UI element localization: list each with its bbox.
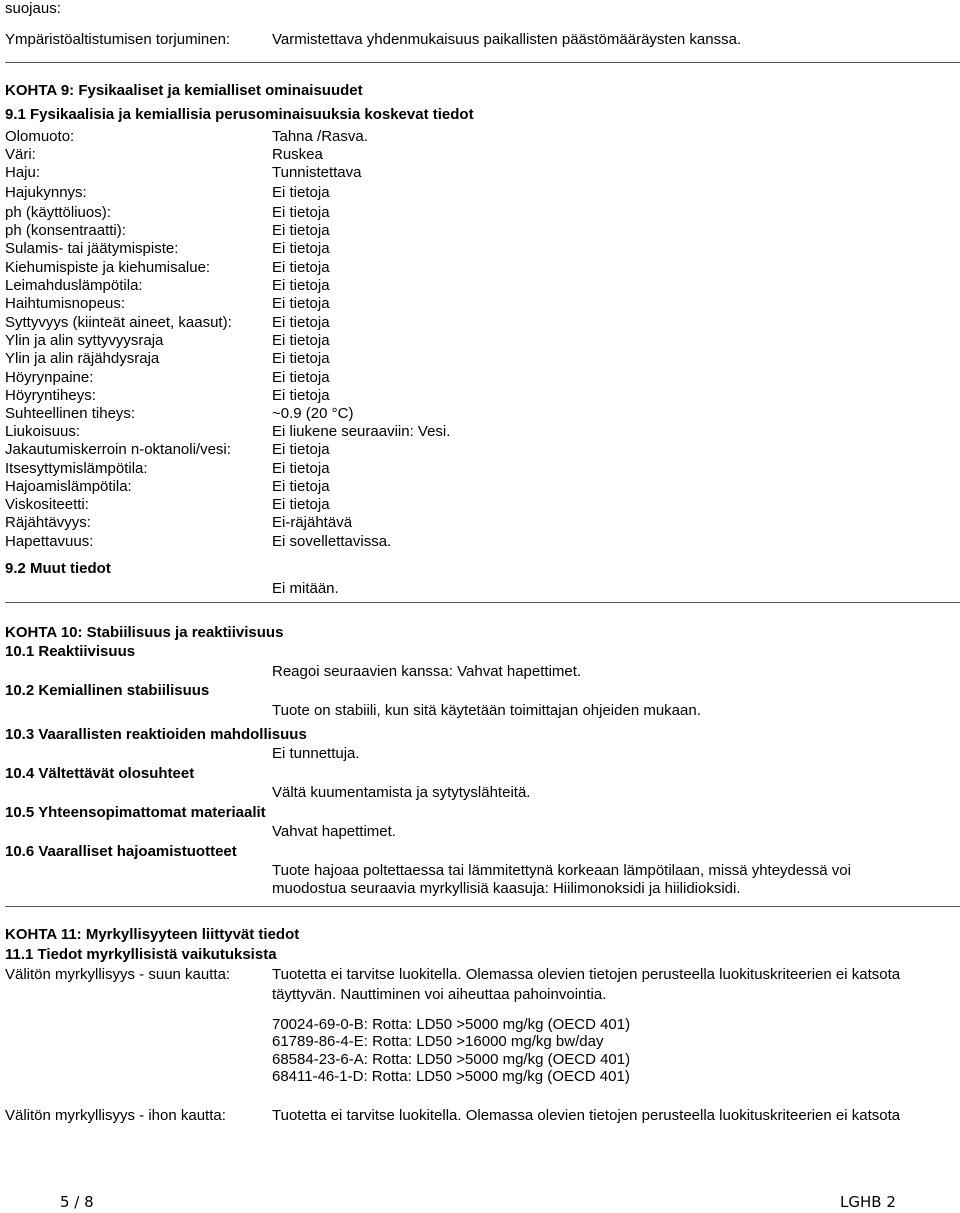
property-value: Ei tietoja bbox=[272, 295, 330, 312]
property-label: Suhteellinen tiheys: bbox=[5, 405, 136, 422]
ld50-line: 68584-23-6-A: Rotta: LD50 >5000 mg/kg (OECD 401) bbox=[272, 1051, 631, 1068]
property-label: Olomuoto: bbox=[5, 128, 75, 145]
divider bbox=[5, 906, 960, 907]
property-value: Ei tietoja bbox=[272, 387, 330, 404]
section-10-1-title: 10.1 Reaktiivisuus bbox=[5, 643, 136, 660]
property-value: ~0.9 (20 °C) bbox=[272, 405, 354, 422]
property-label: ph (käyttöliuos): bbox=[5, 204, 111, 221]
section-10-5-title: 10.5 Yhteensopimattomat materiaalit bbox=[5, 804, 266, 821]
property-label: Hapettavuus: bbox=[5, 533, 94, 550]
property-value: Ei tietoja bbox=[272, 240, 330, 257]
section-9-title: KOHTA 9: Fysikaaliset ja kemialliset ominaisuudet bbox=[5, 82, 363, 99]
property-label: Räjähtävyys: bbox=[5, 514, 91, 531]
property-label: Sulamis- tai jäätymispiste: bbox=[5, 240, 179, 257]
property-value: Ei tietoja bbox=[272, 332, 330, 349]
dermal-toxicity-value-line1: Tuotetta ei tarvitse luokitella. Olemassa olevien tietojen perusteella luokituskriteerien ei katsota bbox=[272, 1107, 901, 1124]
dermal-toxicity-label: Välitön myrkyllisyys - ihon kautta: bbox=[5, 1107, 226, 1124]
property-label: Ylin ja alin räjähdysraja bbox=[5, 350, 160, 367]
property-value: Ei tietoja bbox=[272, 259, 330, 276]
property-value: Ei tietoja bbox=[272, 184, 330, 201]
section-10-6-value-line2: muodostua seuraavia myrkyllisiä kaasuja: Hiilimonoksidi ja hiilidioksidi. bbox=[272, 880, 741, 897]
section-9-2-value: Ei mitään. bbox=[272, 580, 339, 597]
section-9-1-title: 9.1 Fysikaalisia ja kemiallisia perusominaisuuksia koskevat tiedot bbox=[5, 106, 474, 123]
oral-toxicity-label: Välitön myrkyllisyys - suun kautta: bbox=[5, 966, 231, 983]
property-value: Ei tietoja bbox=[272, 441, 330, 458]
oral-toxicity-value-line2: täyttyvän. Nauttiminen voi aiheuttaa pahoinvointia. bbox=[272, 986, 607, 1003]
property-label: Liukoisuus: bbox=[5, 423, 81, 440]
property-value: Ruskea bbox=[272, 146, 323, 163]
section-10-3-value: Ei tunnettuja. bbox=[272, 745, 360, 762]
section-10-title: KOHTA 10: Stabiilisuus ja reaktiivisuus bbox=[5, 624, 284, 641]
property-value: Ei tietoja bbox=[272, 478, 330, 495]
property-value: Ei tietoja bbox=[272, 460, 330, 477]
property-label: Hajukynnys: bbox=[5, 184, 87, 201]
section-10-6-title: 10.6 Vaaralliset hajoamistuotteet bbox=[5, 843, 237, 860]
ld50-line: 68411-46-1-D: Rotta: LD50 >5000 mg/kg (OECD 401) bbox=[272, 1068, 630, 1085]
property-label: Haju: bbox=[5, 164, 41, 181]
ld50-line: 61789-86-4-E: Rotta: LD50 >16000 mg/kg bw/day bbox=[272, 1033, 604, 1050]
property-value: Ei tietoja bbox=[272, 496, 330, 513]
property-label: Höyrynpaine: bbox=[5, 369, 94, 386]
section-11-title: KOHTA 11: Myrkyllisyyteen liittyvät tiedot bbox=[5, 926, 300, 943]
section-10-5-value: Vahvat hapettimet. bbox=[272, 823, 396, 840]
section-10-6-value-line1: Tuote hajoaa poltettaessa tai lämmitettynä korkeaan lämpötilaan, missä yhteydessä voi bbox=[272, 862, 851, 879]
section-11-1-title: 11.1 Tiedot myrkyllisistä vaikutuksista bbox=[5, 946, 277, 963]
property-label: Itsesyttymislämpötila: bbox=[5, 460, 148, 477]
document-code: LGHB 2 bbox=[840, 1193, 896, 1211]
property-value: Ei tietoja bbox=[272, 369, 330, 386]
property-value: Tahna /Rasva. bbox=[272, 128, 368, 145]
divider bbox=[5, 602, 960, 603]
property-value: Ei-räjähtävä bbox=[272, 514, 353, 531]
property-label: Haihtumisnopeus: bbox=[5, 295, 126, 312]
property-value: Ei tietoja bbox=[272, 204, 330, 221]
section-10-2-value: Tuote on stabiili, kun sitä käytetään toimittajan ohjeiden mukaan. bbox=[272, 702, 701, 719]
property-value: Ei tietoja bbox=[272, 277, 330, 294]
property-label: Höyryntiheys: bbox=[5, 387, 96, 404]
env-exposure-value: Varmistettava yhdenmukaisuus paikallisten päästömääräysten kanssa. bbox=[272, 31, 742, 48]
property-label: Jakautumiskerroin n-oktanoli/vesi: bbox=[5, 441, 231, 458]
property-value: Tunnistettava bbox=[272, 164, 362, 181]
section-10-2-title: 10.2 Kemiallinen stabiilisuus bbox=[5, 682, 210, 699]
section-10-4-value: Vältä kuumentamista ja sytytyslähteitä. bbox=[272, 784, 531, 801]
env-exposure-label: Ympäristöaltistumisen torjuminen: bbox=[5, 31, 231, 48]
ld50-line: 70024-69-0-B: Rotta: LD50 >5000 mg/kg (OECD 401) bbox=[272, 1016, 631, 1033]
property-value: Ei liukene seuraaviin: Vesi. bbox=[272, 423, 451, 440]
section-10-1-value: Reagoi seuraavien kanssa: Vahvat hapettimet. bbox=[272, 663, 582, 680]
property-label: Ylin ja alin syttyvyysraja bbox=[5, 332, 164, 349]
property-label: Leimahduslämpötila: bbox=[5, 277, 143, 294]
property-label: Syttyvyys (kiinteät aineet, kaasut): bbox=[5, 314, 232, 331]
divider bbox=[5, 62, 960, 63]
property-value: Ei tietoja bbox=[272, 350, 330, 367]
section-9-2-title: 9.2 Muut tiedot bbox=[5, 560, 111, 577]
property-label: ph (konsentraatti): bbox=[5, 222, 126, 239]
property-value: Ei sovellettavissa. bbox=[272, 533, 392, 550]
page-number: 5 / 8 bbox=[60, 1193, 94, 1211]
property-label: Väri: bbox=[5, 146, 36, 163]
property-value: Ei tietoja bbox=[272, 222, 330, 239]
property-label: Viskositeetti: bbox=[5, 496, 89, 513]
property-value: Ei tietoja bbox=[272, 314, 330, 331]
protection-heading: suojaus: bbox=[5, 0, 61, 17]
section-10-4-title: 10.4 Vältettävät olosuhteet bbox=[5, 765, 195, 782]
property-label: Kiehumispiste ja kiehumisalue: bbox=[5, 259, 211, 276]
property-label: Hajoamislämpötila: bbox=[5, 478, 132, 495]
section-10-3-title: 10.3 Vaarallisten reaktioiden mahdollisuus bbox=[5, 726, 307, 743]
oral-toxicity-value-line1: Tuotetta ei tarvitse luokitella. Olemassa olevien tietojen perusteella luokituskriteerien ei katsota bbox=[272, 966, 901, 983]
